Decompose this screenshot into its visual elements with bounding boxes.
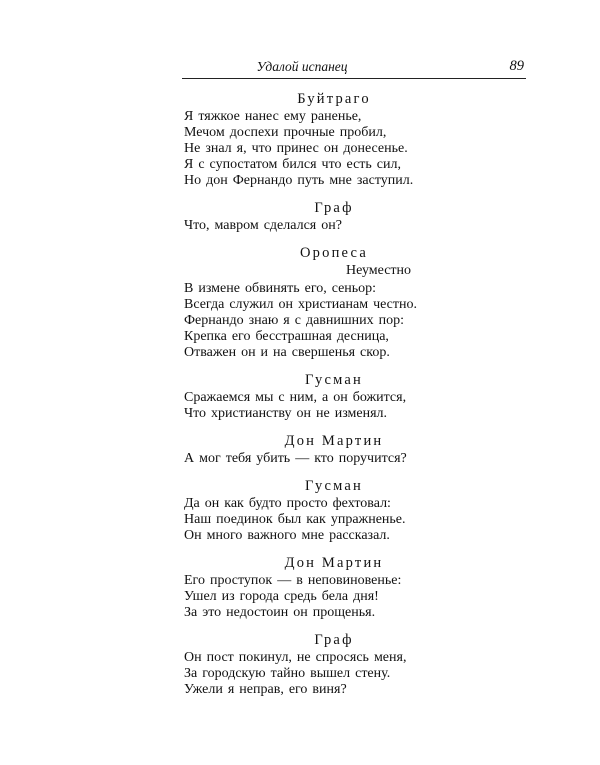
verse-line: Он пост покинул, не спросясь меня,	[184, 650, 407, 665]
speaker-name: Буйтраго	[297, 91, 371, 107]
running-title: Удалой испанец	[256, 59, 348, 74]
verse-line: За это недостоин он прощенья.	[184, 605, 376, 620]
speech-block	[184, 89, 484, 189]
verse-line: Но дон Фернандо путь мне заступил.	[184, 173, 414, 188]
speech-block	[184, 198, 484, 234]
speaker-name: Граф	[314, 632, 354, 648]
speech-block	[184, 431, 484, 467]
speaker-name: Дон Мартин	[284, 433, 384, 449]
verse-line: Не знал я, что принес он донесенье.	[184, 141, 408, 156]
verse-line: Ужели я неправ, его виня?	[184, 682, 347, 697]
verse-line: Что христианству он не изменял.	[184, 406, 388, 421]
verse-line: Мечом доспехи прочные пробил,	[184, 125, 387, 140]
page-number: 89	[509, 58, 524, 74]
verse-line: За городскую тайно вышел стену.	[184, 666, 391, 681]
speech-block	[184, 553, 484, 621]
verse-line: Он много важного мне рассказал.	[184, 528, 390, 543]
verse-line: Крепка его бесстрашная десница,	[184, 329, 389, 344]
verse-line: Всегда служил он христианам честно.	[184, 297, 418, 312]
verse-line: Что, мавром сделался он?	[184, 218, 342, 233]
speaker-name: Дон Мартин	[284, 555, 384, 571]
speech-block	[184, 243, 484, 361]
verse-line: Наш поединок был как упражненье.	[184, 512, 406, 527]
speaker-name: Оропеса	[300, 245, 368, 261]
speaker-name: Граф	[314, 200, 354, 216]
verse-line: Сражаемся мы с ним, а он божится,	[184, 390, 407, 405]
speaker-name: Гусман	[305, 478, 363, 494]
verse-line: А мог тебя убить — кто поручится?	[184, 451, 407, 466]
verse-line: Ушел из города средь бела дня!	[184, 589, 379, 604]
verse-line: Фернандо знаю я с давнишних пор:	[184, 313, 405, 328]
speech-block	[184, 630, 484, 698]
play-text	[184, 89, 484, 698]
verse-line: Да он как будто просто фехтовал:	[184, 496, 391, 511]
speech-block	[184, 370, 484, 422]
running-header	[182, 58, 526, 79]
verse-line: Я тяжкое нанес ему раненье,	[184, 109, 362, 124]
verse-line: Отважен он и на свершенья скор.	[184, 345, 390, 360]
verse-line: Я с супостатом бился что есть сил,	[184, 157, 402, 172]
speech-block	[184, 476, 484, 544]
stage-direction: Неуместно	[346, 263, 412, 278]
speaker-name: Гусман	[305, 372, 363, 388]
verse-line: Его проступок — в неповиновенье:	[184, 573, 402, 588]
verse-line: В измене обвинять его, сеньор:	[184, 281, 377, 296]
